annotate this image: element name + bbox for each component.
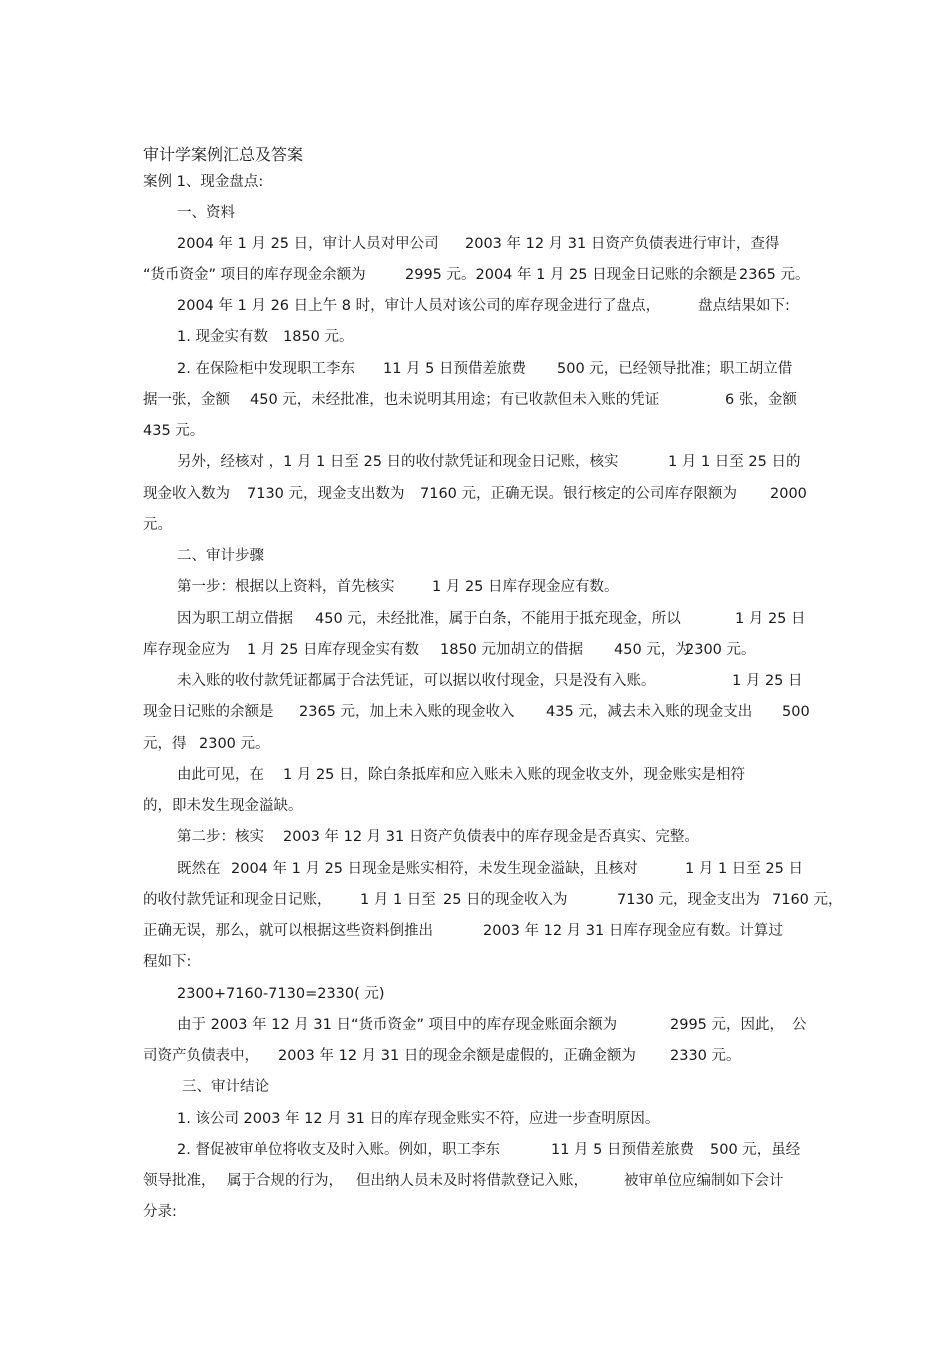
text-line: 1 月 25 日库存现金应有数。 — [432, 579, 619, 595]
text-line: 2004 年 1 月 26 日上午 8 时，审计人员对该公司的库存现金进行了盘点， — [177, 298, 661, 314]
text-line: 450 元，未经批准，也未说明其用途；有已收款但未入账的凭证 — [250, 392, 660, 408]
text-line: 2365 元，加上未入账的现金收入 — [299, 704, 515, 720]
text-line: 450 元，未经批准，属于白条，不能用于抵充现金，所以 — [315, 611, 681, 627]
text-line: 现金日记账的余额是 — [143, 704, 274, 720]
text-line: 7160 元，正确无误。银行核定的公司库存限额为 — [420, 486, 738, 502]
text-line: 元。 — [143, 517, 172, 533]
text-line: 司资产负债表中， — [143, 1048, 259, 1064]
text-line: 1 月 25 日库存现金实有数 — [247, 642, 420, 658]
text-line: 1. 现金实有数 — [177, 329, 268, 345]
text-line: 2000 — [770, 486, 807, 502]
text-line: 435 元。 — [143, 423, 205, 439]
text-line: 500 — [782, 704, 810, 720]
text-line: 的收付款凭证和现金日记账， — [143, 892, 332, 908]
text-line: 但出纳人员未及时将借款登记入账， — [356, 1173, 588, 1189]
text-line: 2003 年 12 月 31 日资产负债表进行审计，查得 — [465, 236, 780, 252]
document-title: 审计学案例汇总及答案 — [143, 145, 304, 164]
text-line: 7130 元，现金支出为 — [617, 892, 761, 908]
text-line: 2. 在保险柜中发现职工李东 — [177, 361, 355, 377]
text-line: 2003 年 12 月 31 日资产负债表中的库存现金是否真实、完整。 — [283, 829, 699, 845]
text-line: 2. 督促被审单位将收支及时入账。例如，职工李东 — [177, 1142, 500, 1158]
text-line: 分录: — [143, 1204, 177, 1220]
text-line: 500 元，已经领导批准；职工胡立借 — [557, 361, 793, 377]
section-heading-conclusion: 三、审计结论 — [182, 1079, 269, 1095]
text-line: 第二步：核实 — [177, 829, 264, 845]
text-line: 由于 2003 年 12 月 31 日“货币资金” 项目中的库存现金账面余额为 — [177, 1017, 618, 1033]
text-line: 公 — [792, 1017, 807, 1033]
text-line: 未入账的收付款凭证都属于合法凭证，可以据以收付现金，只是没有入账。 — [177, 673, 656, 689]
text-line: 7160 元， — [772, 892, 843, 908]
text-line: 1 月 1 日至 — [360, 892, 436, 908]
text-line: 2995 元，因此， — [670, 1017, 785, 1033]
text-line: 11 月 5 日预借差旅费 — [551, 1142, 695, 1158]
text-line: 库存现金应为 — [143, 642, 230, 658]
text-line: 2300 元。 — [685, 642, 756, 658]
text-line: “货币资金” 项目的库存现金余额为 — [143, 267, 366, 283]
text-line: 2003 年 12 月 31 日库存现金应有数。计算过 — [483, 923, 783, 939]
text-line: 1 月 1 日至 25 日的 — [668, 454, 801, 470]
text-line: 由此可见，在 — [177, 767, 264, 783]
text-line: 1 月 25 日 — [732, 673, 803, 689]
text-line: 6 张，金额 — [725, 392, 797, 408]
text-line: 1 月 25 日，除白条抵库和应入账未入账的现金收支外，现金账实是相符 — [283, 767, 746, 783]
text-line: 因为职工胡立借据 — [177, 611, 293, 627]
text-line: 另外，经核对 ，1 月 1 日至 25 日的收付款凭证和现金日记账，核实 — [177, 454, 619, 470]
case-heading: 案例 1、现金盘点: — [143, 174, 264, 190]
text-line: 450 元，为 — [614, 642, 690, 658]
section-heading-steps: 二、审计步骤 — [177, 548, 264, 564]
text-line: 435 元，减去未入账的现金支出 — [546, 704, 753, 720]
text-line: 2365 元。 — [739, 267, 810, 283]
text-line: 7130 元，现金支出数为 — [247, 486, 405, 502]
section-heading-materials: 一、资料 — [177, 205, 235, 221]
text-line: 11 月 5 日预借差旅费 — [383, 361, 527, 377]
text-line: 2300 元。 — [199, 736, 270, 752]
text-line: 1 月 1 日至 25 日 — [685, 861, 803, 877]
text-line: 正确无误，那么，就可以根据这些资料倒推出 — [143, 923, 433, 939]
text-line: 25 日的现金收入为 — [443, 892, 568, 908]
text-line: 1850 元加胡立的借据 — [440, 642, 584, 658]
text-line: 2003 年 12 月 31 日的现金余额是虚假的，正确金额为 — [278, 1048, 636, 1064]
calculation-formula: 2300+7160-7130=2330( 元) — [177, 986, 385, 1002]
text-line: 被审单位应编制如下会计 — [624, 1173, 784, 1189]
text-line: 属于合规的行为， — [227, 1173, 343, 1189]
text-line: 元，得 — [143, 736, 187, 752]
text-line: 2995 元。2004 年 1 月 25 日现金日记账的余额是 — [405, 267, 738, 283]
text-line: 的，即未发生现金溢缺。 — [143, 798, 303, 814]
text-line: 500 元，虽经 — [710, 1142, 801, 1158]
text-line: 程如下: — [143, 954, 192, 970]
text-line: 2330 元。 — [670, 1048, 741, 1064]
text-line: 领导批准， — [143, 1173, 216, 1189]
text-line: 第一步：根据以上资料，首先核实 — [177, 579, 395, 595]
text-line: 1850 元。 — [283, 329, 354, 345]
text-line: 既然在 — [177, 861, 221, 877]
text-line: 盘点结果如下: — [698, 298, 790, 314]
text-line: 2004 年 1 月 25 日现金是账实相符，未发生现金溢缺，且核对 — [231, 861, 638, 877]
text-line: 2004 年 1 月 25 日，审计人员对甲公司 — [177, 236, 439, 252]
text-line: 据一张，金额 — [143, 392, 230, 408]
text-line: 现金收入数为 — [143, 486, 230, 502]
text-line: 1 月 25 日 — [735, 611, 806, 627]
text-line: 1. 该公司 2003 年 12 月 31 日的库存现金账实不符，应进一步查明原因。 — [177, 1111, 660, 1127]
